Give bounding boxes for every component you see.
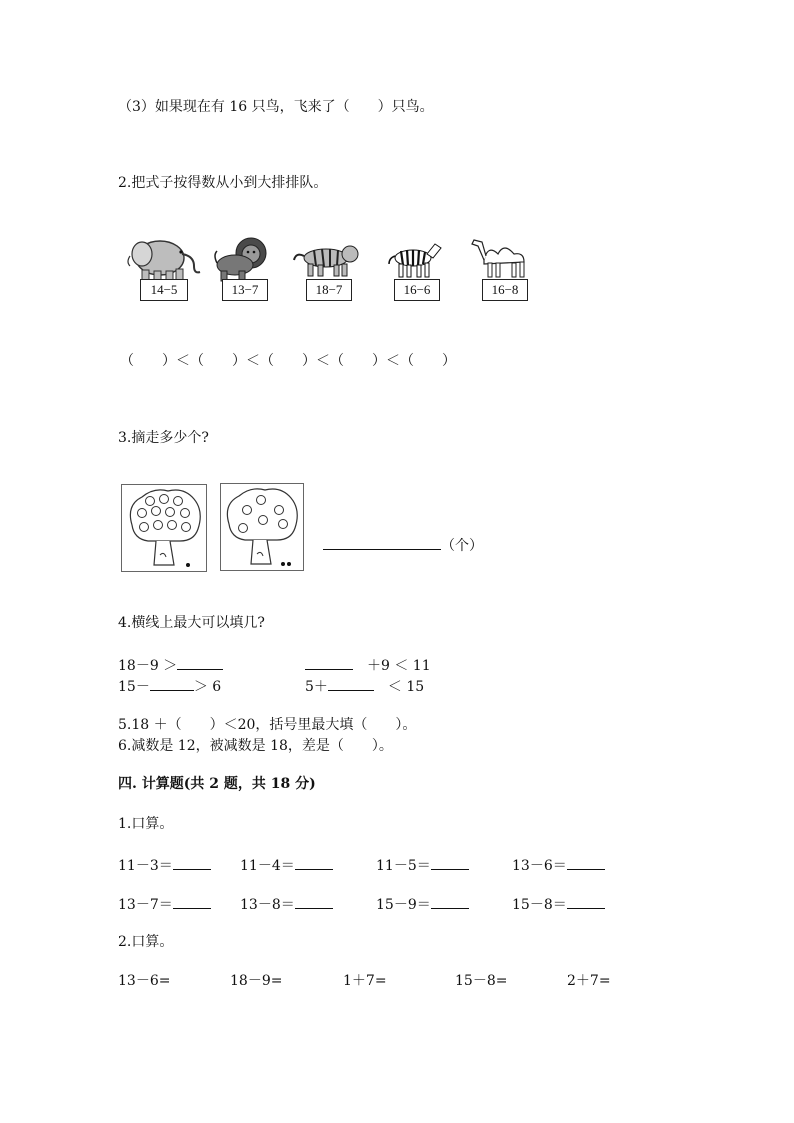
question-5: 5.18 ＋（ ）＜20，括号里最大填（ ）。 [118,717,417,733]
calc-item: 11－3＝ [118,855,211,875]
answer-blank[interactable] [150,676,194,691]
apple-tree-before-image [121,484,207,572]
q4-row2-right: 5＋ ＜ 15 [305,676,424,696]
answer-blank[interactable] [173,855,211,870]
calc-item: 15－8＝ [512,894,605,914]
calc-item: 11－5＝ [376,855,469,875]
picked-apples-answer: （个） [323,535,483,555]
expression-label-camel: 16−8 [482,279,528,301]
calc-item: 18－9= [230,973,283,989]
question-4-title: 4.横线上最大可以填几? [118,615,265,631]
calc-2-title: 2.口算。 [118,934,174,950]
expression-label-tiger: 18−7 [306,279,352,301]
section-4-title: 四. 计算题(共 2 题，共 18 分) [118,776,316,792]
calc-item: 15－9＝ [376,894,469,914]
answer-blank[interactable] [431,855,469,870]
calc-item: 2＋7= [567,973,611,989]
expression-label-zebra: 16−6 [394,279,440,301]
question-6: 6.减数是 12，被减数是 18，差是（ ）。 [118,738,393,754]
answer-blank[interactable] [328,676,374,691]
answer-blank[interactable] [305,655,353,670]
expression-label-elephant: 14−5 [140,279,188,301]
q4-row1-right: ＋9 ＜ 11 [305,655,431,675]
apple-tree-after-image [220,483,304,571]
answer-blank[interactable] [323,535,441,550]
zebra-icon [383,240,445,280]
answer-blank[interactable] [295,855,333,870]
expression-label-lion: 13−7 [222,279,268,301]
answer-blank[interactable] [431,894,469,909]
calc-item: 13－8＝ [240,894,333,914]
question-3-title: 3.摘走多少个? [118,430,209,446]
answer-blank[interactable] [295,894,333,909]
answer-blank[interactable] [567,855,605,870]
tiger-icon [292,238,364,280]
q4-row1-left: 18－9 ＞ [118,655,223,675]
question-2-title: 2.把式子按得数从小到大排排队。 [118,175,328,191]
calc-item: 11－4＝ [240,855,333,875]
lion-icon [211,233,271,283]
calc-item: 13－7＝ [118,894,211,914]
answer-blank[interactable] [177,655,223,670]
camel-icon [470,236,536,280]
calc-1-title: 1.口算。 [118,816,174,832]
calc-item: 13－6= [118,973,171,989]
question-3-part-3: （3）如果现在有 16 只鸟，飞来了（ ）只鸟。 [118,99,434,115]
answer-blank[interactable] [173,894,211,909]
ordering-answer-line: （ ）＜（ ）＜（ ）＜（ ）＜（ ） [120,353,456,369]
q4-row2-left: 15－ ＞ 6 [118,676,221,696]
answer-blank[interactable] [567,894,605,909]
calc-item: 15－8= [455,973,508,989]
calc-item: 1＋7= [343,973,387,989]
calc-item: 13－6＝ [512,855,605,875]
